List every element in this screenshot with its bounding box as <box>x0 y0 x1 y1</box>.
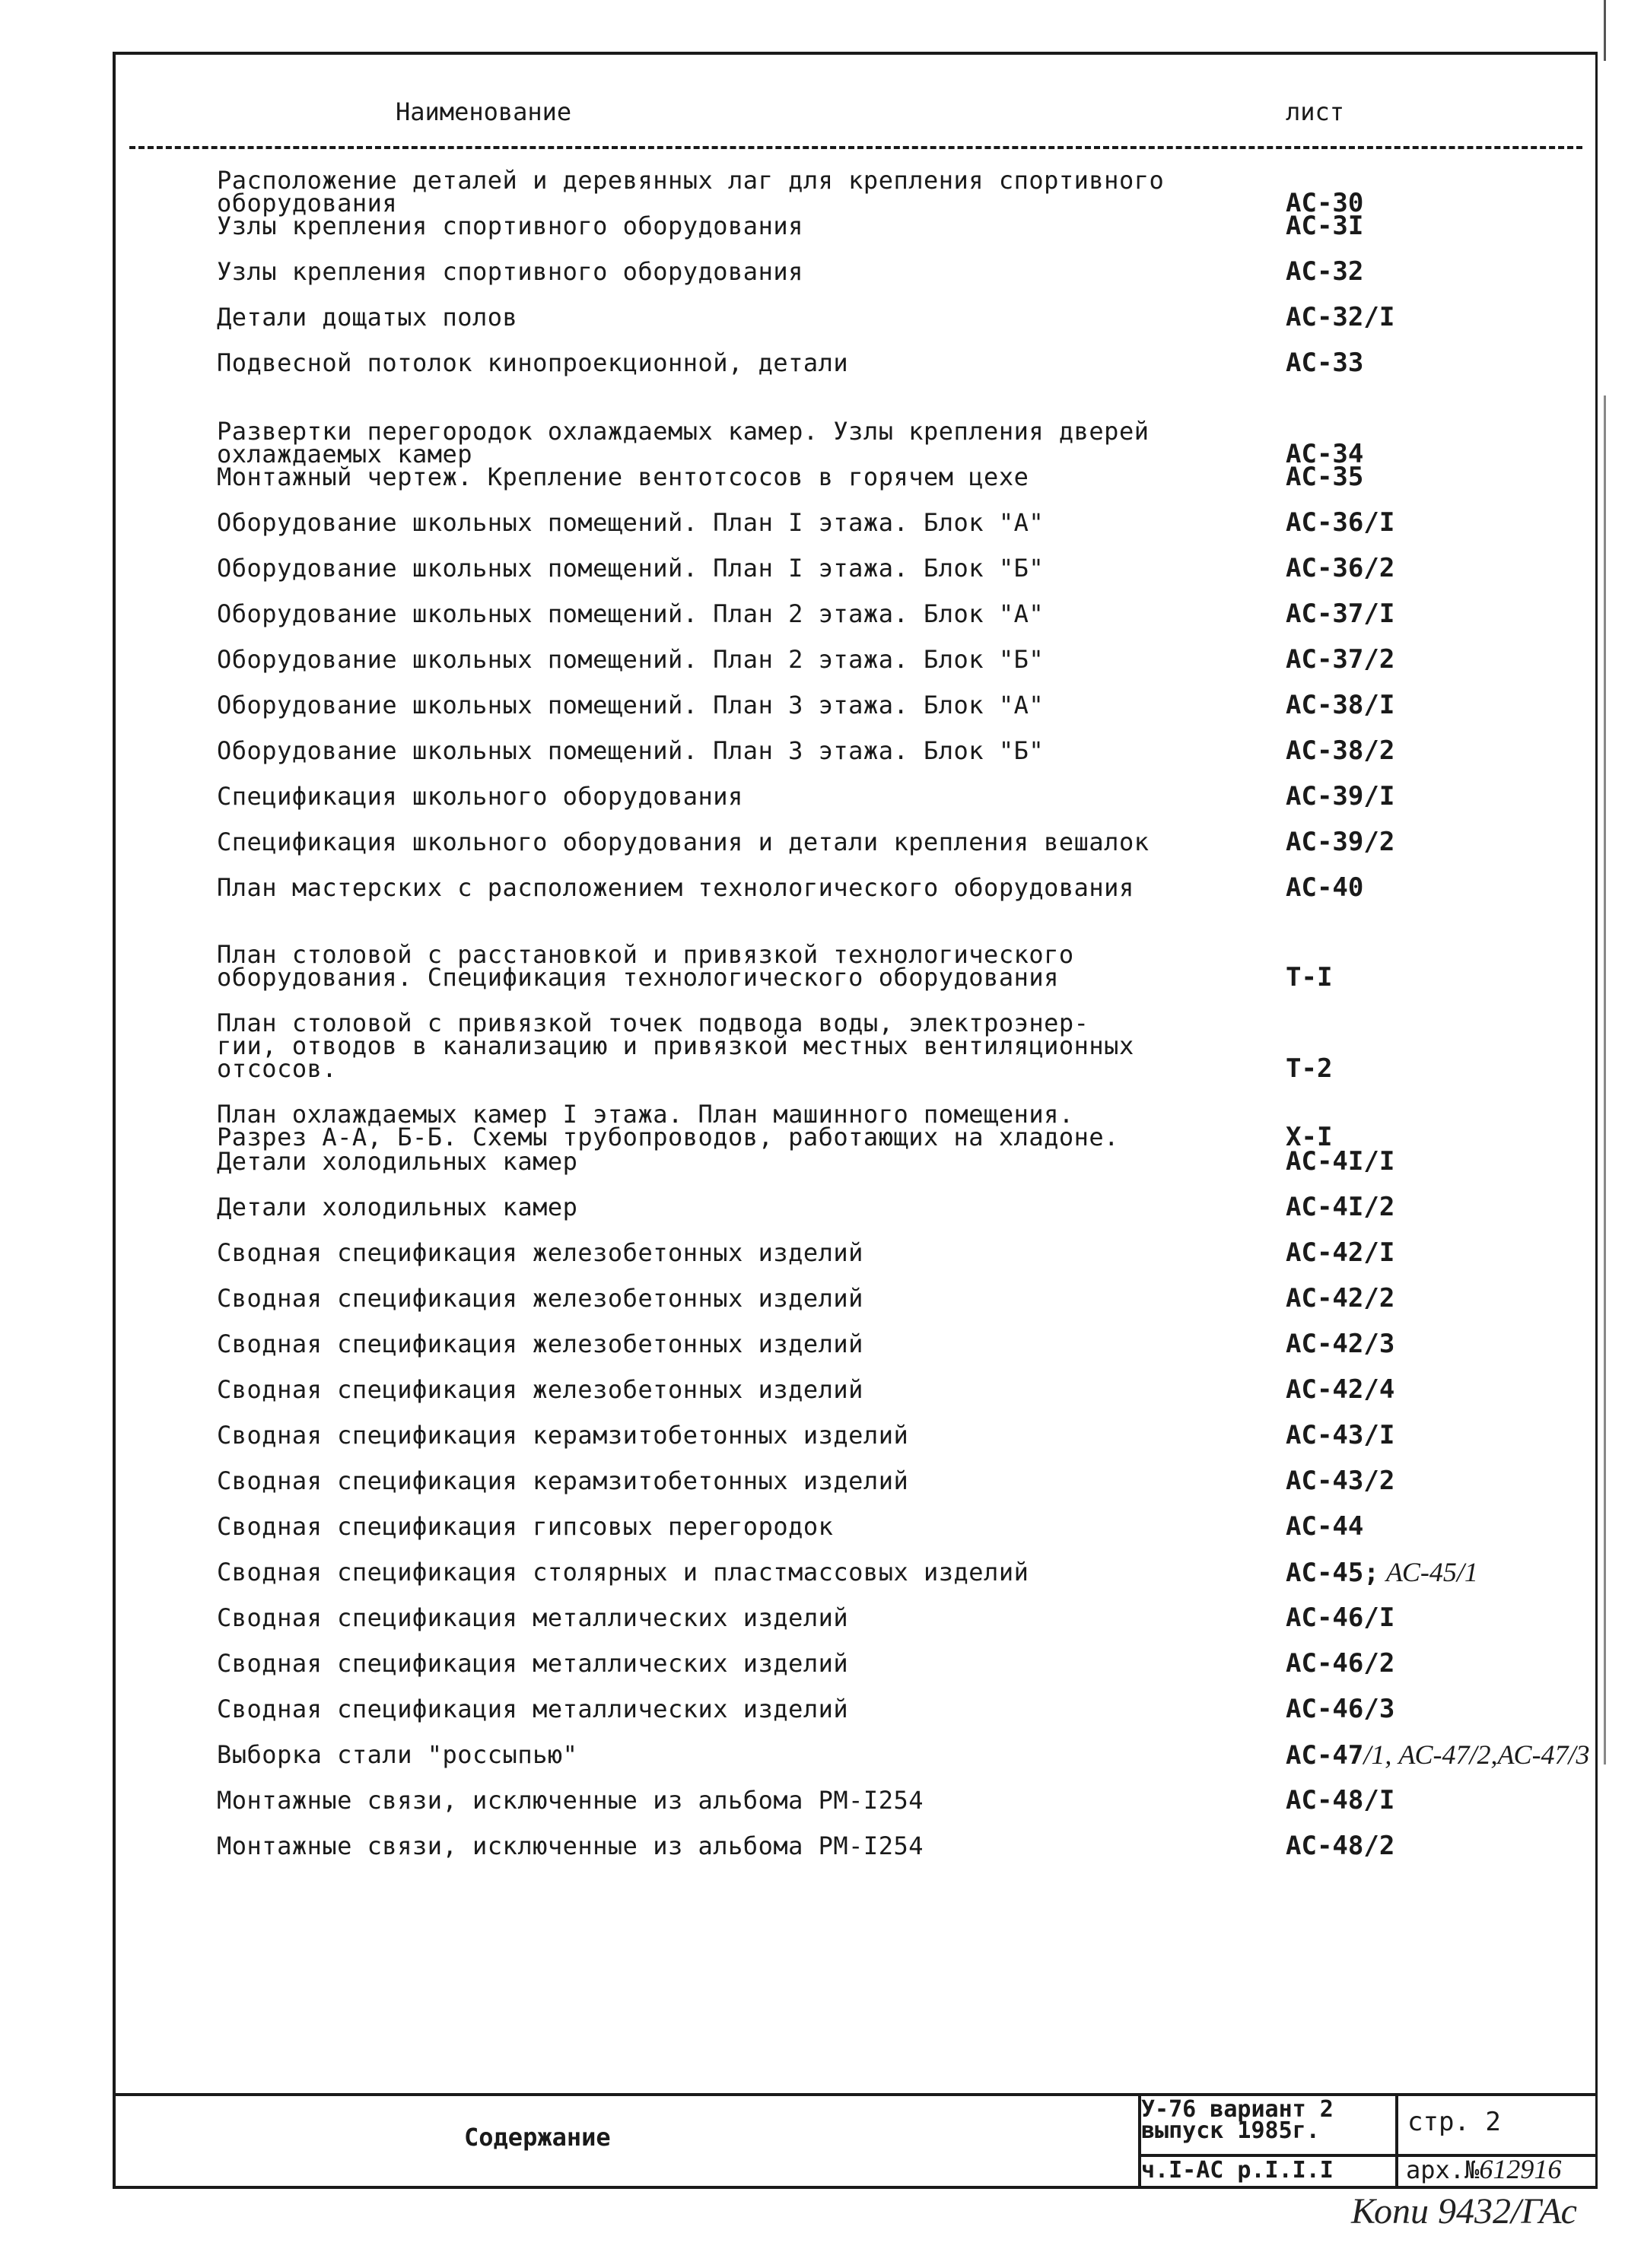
row-title: Оборудование школьных помещений. План 2 этажа. Блок "А" <box>217 599 1045 628</box>
row-sheet-number <box>1286 829 1394 855</box>
handwritten-note: Копи 9432/ГАс <box>1351 2191 1577 2231</box>
sheet-code: АС-4I/I <box>1286 1146 1395 1177</box>
sheet-code: АС-38/I <box>1286 690 1395 720</box>
row-title: Выборка стали "россыпью" <box>217 1740 578 1769</box>
series-info: У-76 вариант 2 выпуск 1985г. <box>1141 2096 1334 2144</box>
row-title: Сводная спецификация металлических изделий <box>217 1603 849 1632</box>
row-title: Сводная спецификация гипсовых перегородок <box>217 1512 834 1541</box>
edge-mark <box>1604 395 1606 1765</box>
sheet-code: АС-36/I <box>1286 507 1395 538</box>
row-title: Сводная спецификация железобетонных изделий <box>217 1329 863 1358</box>
title-block-border <box>113 2186 1598 2189</box>
column-header-sheet: лист <box>1286 97 1345 126</box>
sheet-code: АС-43/2 <box>1286 1466 1395 1496</box>
row-sheet-number <box>1286 1053 1333 1084</box>
row-sheet-number <box>1286 1833 1394 1859</box>
sheet-code: АС-47 <box>1286 1740 1364 1771</box>
row-sheet-number <box>1286 1237 1395 1268</box>
row-title: Сводная спецификация железобетонных изделий <box>217 1375 863 1404</box>
sheet-code: Т-2 <box>1286 1053 1333 1084</box>
sheet-code: АС-30 <box>1286 188 1364 218</box>
row-sheet-number <box>1286 256 1364 287</box>
row-title: Спецификация школьного оборудования <box>217 782 743 811</box>
document-title: Содержание <box>464 2123 611 2152</box>
sheet-code: АС-43/I <box>1286 1420 1395 1450</box>
row-title: Расположение деталей и деревянных лаг для крепления спортивного оборудования <box>217 166 1165 218</box>
row-title: Узлы крепления спортивного оборудования <box>217 257 803 286</box>
row-sheet-number <box>1286 1331 1394 1357</box>
sheet-code: АС-42/I <box>1286 1237 1395 1268</box>
sheet-code: АС-35 <box>1286 462 1364 492</box>
sheet-code: Т-I <box>1286 962 1333 993</box>
row-sheet-number <box>1286 1696 1394 1722</box>
row-title: План охлаждаемых камер I этажа. План машинного помещения. Разрез А-А, Б-Б. Схемы трубопроводов, работающих на хладоне. <box>217 1100 1119 1151</box>
row-title: План столовой с привязкой точек подвода воды, электроэнер- гии, отводов в канализацию и привязкой местных вентиляционных отсосов. <box>217 1009 1134 1083</box>
row-sheet-number <box>1286 1285 1394 1311</box>
row-sheet-number <box>1286 1559 1478 1586</box>
row-sheet-number <box>1286 1374 1395 1405</box>
sheet-handwritten-addition: /1, АС-47/2,АС-47/3 <box>1363 1739 1590 1770</box>
row-title: Сводная спецификация керамзитобетонных изделий <box>217 1421 909 1450</box>
sheet-code: АС-32/I <box>1286 302 1395 332</box>
row-sheet-number <box>1286 507 1395 538</box>
row-title: Развертки перегородок охлаждаемых камер. Узлы крепления дверей охлаждаемых камер <box>217 417 1150 469</box>
row-title: Оборудование школьных помещений. План I этажа. Блок "А" <box>217 508 1045 537</box>
row-sheet-number <box>1286 213 1363 239</box>
header-divider <box>129 146 1582 149</box>
row-title: Монтажные связи, исключенные из альбома РМ-I254 <box>217 1786 924 1815</box>
row-title: Спецификация школьного оборудования и детали крепления вешалок <box>217 827 1150 856</box>
sheet-code: АС-42/3 <box>1286 1329 1395 1359</box>
row-title: Монтажные связи, исключенные из альбома РМ-I254 <box>217 1831 924 1860</box>
row-sheet-number <box>1286 304 1394 330</box>
row-title: План столовой с расстановкой и привязкой технологического оборудования. Спецификация технологического оборудования <box>217 940 1074 992</box>
title-block-border <box>113 2093 1598 2096</box>
row-title: Сводная спецификация металлических изделий <box>217 1649 849 1678</box>
row-title: Узлы крепления спортивного оборудования <box>217 211 803 240</box>
row-title: Оборудование школьных помещений. План 3 этажа. Блок "Б" <box>217 736 1045 765</box>
row-sheet-number <box>1286 601 1394 627</box>
sheet-code: АС-3I <box>1286 211 1364 241</box>
row-sheet-number <box>1286 962 1333 993</box>
archive-prefix: арх.№ <box>1406 2155 1480 2184</box>
archive-number <box>1406 2154 1562 2184</box>
sheet-code: АС-44 <box>1286 1511 1364 1542</box>
sheet-code: АС-48/2 <box>1286 1831 1395 1861</box>
row-title: Сводная спецификация железобетонных изделий <box>217 1238 863 1267</box>
row-sheet-number <box>1286 644 1395 675</box>
sheet-code: АС-38/2 <box>1286 735 1395 766</box>
row-title: Сводная спецификация керамзитобетонных изделий <box>217 1466 909 1495</box>
sheet-code: АС-39/2 <box>1286 827 1395 857</box>
row-title: Сводная спецификация железобетонных изделий <box>217 1284 863 1313</box>
sheet-code: АС-37/2 <box>1286 644 1395 675</box>
row-title: Оборудование школьных помещений. План 3 этажа. Блок "А" <box>217 691 1045 719</box>
sheet-code: АС-46/2 <box>1286 1648 1395 1679</box>
sheet-code: АС-4I/2 <box>1286 1192 1395 1222</box>
row-sheet-number <box>1286 1605 1394 1631</box>
row-title: Оборудование школьных помещений. План I этажа. Блок "Б" <box>217 554 1045 583</box>
row-title: Сводная спецификация металлических изделий <box>217 1695 849 1723</box>
page-number: стр. 2 <box>1407 2107 1501 2137</box>
row-title: Монтажный чертеж. Крепление вентотсосов в горячем цехе <box>217 462 1029 491</box>
sheet-code: АС-33 <box>1286 348 1364 378</box>
sheet-code: АС-45; <box>1286 1558 1379 1588</box>
row-sheet-number <box>1286 1648 1395 1679</box>
row-title: Детали холодильных камер <box>217 1193 578 1221</box>
row-title: Подвесной потолок кинопроекционной, детали <box>217 348 849 377</box>
row-sheet-number <box>1286 872 1364 903</box>
row-title: Сводная спецификация столярных и пластмассовых изделий <box>217 1558 1029 1587</box>
sheet-code: АС-42/4 <box>1286 1374 1395 1405</box>
edge-mark <box>1604 0 1606 61</box>
row-title: Детали холодильных камер <box>217 1147 578 1176</box>
column-header-name: Наименование <box>396 97 572 126</box>
row-sheet-number <box>1286 1194 1394 1220</box>
sheet-code: АС-48/I <box>1286 1785 1395 1815</box>
row-sheet-number <box>1286 555 1394 581</box>
archive-handwritten: 612916 <box>1479 2154 1562 2184</box>
sheet-code: АС-32 <box>1286 256 1364 287</box>
sheet-code: АС-42/2 <box>1286 1283 1395 1313</box>
sheet-code: АС-36/2 <box>1286 553 1395 583</box>
sheet-code: АС-37/I <box>1286 599 1395 629</box>
sheet-code: Х-I <box>1286 1122 1333 1152</box>
row-sheet-number <box>1286 1787 1394 1813</box>
row-sheet-number <box>1286 464 1363 490</box>
row-sheet-number <box>1286 781 1395 812</box>
row-sheet-number <box>1286 735 1395 766</box>
row-sheet-number <box>1286 1422 1394 1448</box>
row-sheet-number <box>1286 692 1394 718</box>
sheet-code: АС-46/3 <box>1286 1694 1395 1724</box>
sheet-code: АС-39/I <box>1286 781 1395 812</box>
title-block-divider <box>1395 2093 1398 2189</box>
sheet-code: АС-46/I <box>1286 1603 1395 1633</box>
row-sheet-number <box>1286 1468 1394 1494</box>
row-sheet-number <box>1286 1511 1364 1542</box>
row-sheet-number <box>1286 350 1363 376</box>
row-title: План мастерских с расположением технологического оборудования <box>217 873 1134 902</box>
sheet-code: АС-40 <box>1286 872 1364 903</box>
row-title: Оборудование школьных помещений. План 2 этажа. Блок "Б" <box>217 645 1045 674</box>
part-info: ч.I-АС р.I.I.I <box>1141 2157 1334 2184</box>
row-sheet-number <box>1286 1739 1590 1771</box>
sheet-handwritten-addition: АС-45/1 <box>1379 1557 1478 1587</box>
row-sheet-number <box>1286 1146 1395 1177</box>
row-title: Детали дощатых полов <box>217 303 518 332</box>
sheet-code: АС-34 <box>1286 439 1364 469</box>
